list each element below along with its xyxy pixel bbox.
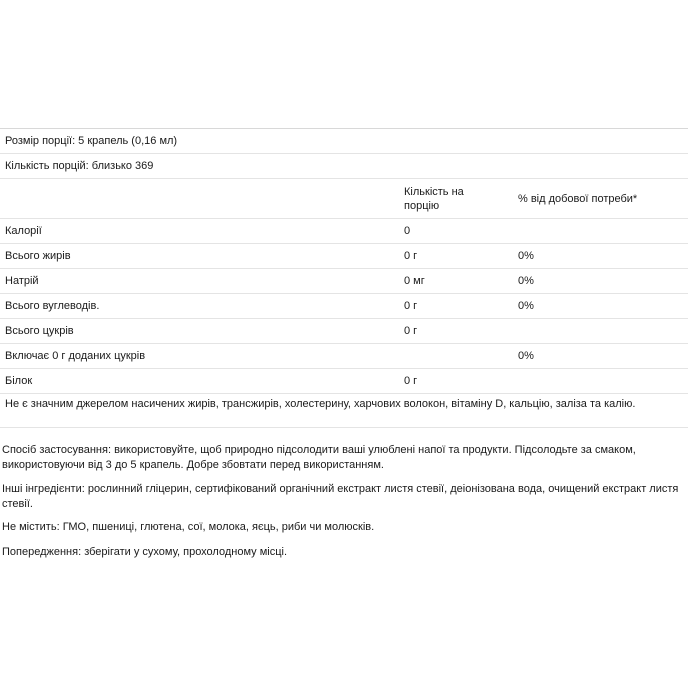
- warning: Попередження: зберігати у сухому, прохолодному місці.: [2, 546, 288, 558]
- nutrient-name: Натрій: [5, 275, 39, 287]
- nutrient-name: Всього цукрів: [5, 325, 74, 337]
- table-row: [0, 293, 688, 318]
- nutrient-name: Включає 0 г доданих цукрів: [5, 350, 146, 362]
- servings-per-container: Кількість порцій: близько 369: [5, 160, 154, 172]
- table-header: [0, 178, 688, 218]
- nutrient-name: Білок: [5, 375, 33, 387]
- serving-size: Розмір порції: 5 крапель (0,16 мл): [5, 135, 178, 147]
- footnote: Не є значним джерелом насичених жирів, трансжирів, холестерину, харчових волокон, вітаміну D, кальцію, заліза та калію.: [5, 398, 636, 410]
- nutrient-amount: 0 мг: [404, 275, 425, 287]
- other-ingredients: Інші інгредієнти: рослинний гліцерин, сертифікований органічний екстракт листя стевії, деіонізована вода, очищений екстракт листя стевії.: [2, 483, 679, 510]
- nutrient-name: Калорії: [5, 225, 42, 237]
- nutrient-amount: 0 г: [404, 300, 418, 312]
- table-row: [0, 268, 688, 293]
- footnote-row: [0, 393, 688, 428]
- nutrient-amount: 0 г: [404, 250, 418, 262]
- allergen-free-statement: Не містить: ГМО, пшениці, глютена, сої, молока, яєць, риби чи молюсків.: [2, 521, 375, 533]
- table-row: [0, 318, 688, 343]
- servings-row: [0, 153, 688, 178]
- nutrient-amount: 0: [404, 225, 411, 237]
- column-header-daily-value: % від добової потреби*: [518, 192, 638, 205]
- nutrient-daily-value: 0%: [518, 250, 534, 262]
- nutrient-name: Всього вуглеводів.: [5, 300, 100, 312]
- nutrient-daily-value: 0%: [518, 350, 534, 362]
- table-row: [0, 243, 688, 268]
- nutrient-daily-value: 0%: [518, 300, 534, 312]
- table-row: [0, 368, 688, 393]
- column-header-amount: Кількість на порцію: [404, 185, 464, 212]
- serving-size-row: [0, 128, 688, 153]
- nutrition-facts-table: [0, 128, 688, 428]
- nutrient-daily-value: 0%: [518, 275, 534, 287]
- table-row: [0, 343, 688, 368]
- usage-directions: Спосіб застосування: використовуйте, щоб природно підсолодити ваші улюблені напої та продукти. Підсолодьте за смаком, використовуючи від 3 до 5 крапель. Добре збовтати перед використанням.: [2, 444, 636, 471]
- nutrient-amount: 0 г: [404, 375, 418, 387]
- nutrient-name: Всього жирів: [5, 250, 71, 262]
- table-row: [0, 218, 688, 243]
- nutrient-amount: 0 г: [404, 325, 418, 337]
